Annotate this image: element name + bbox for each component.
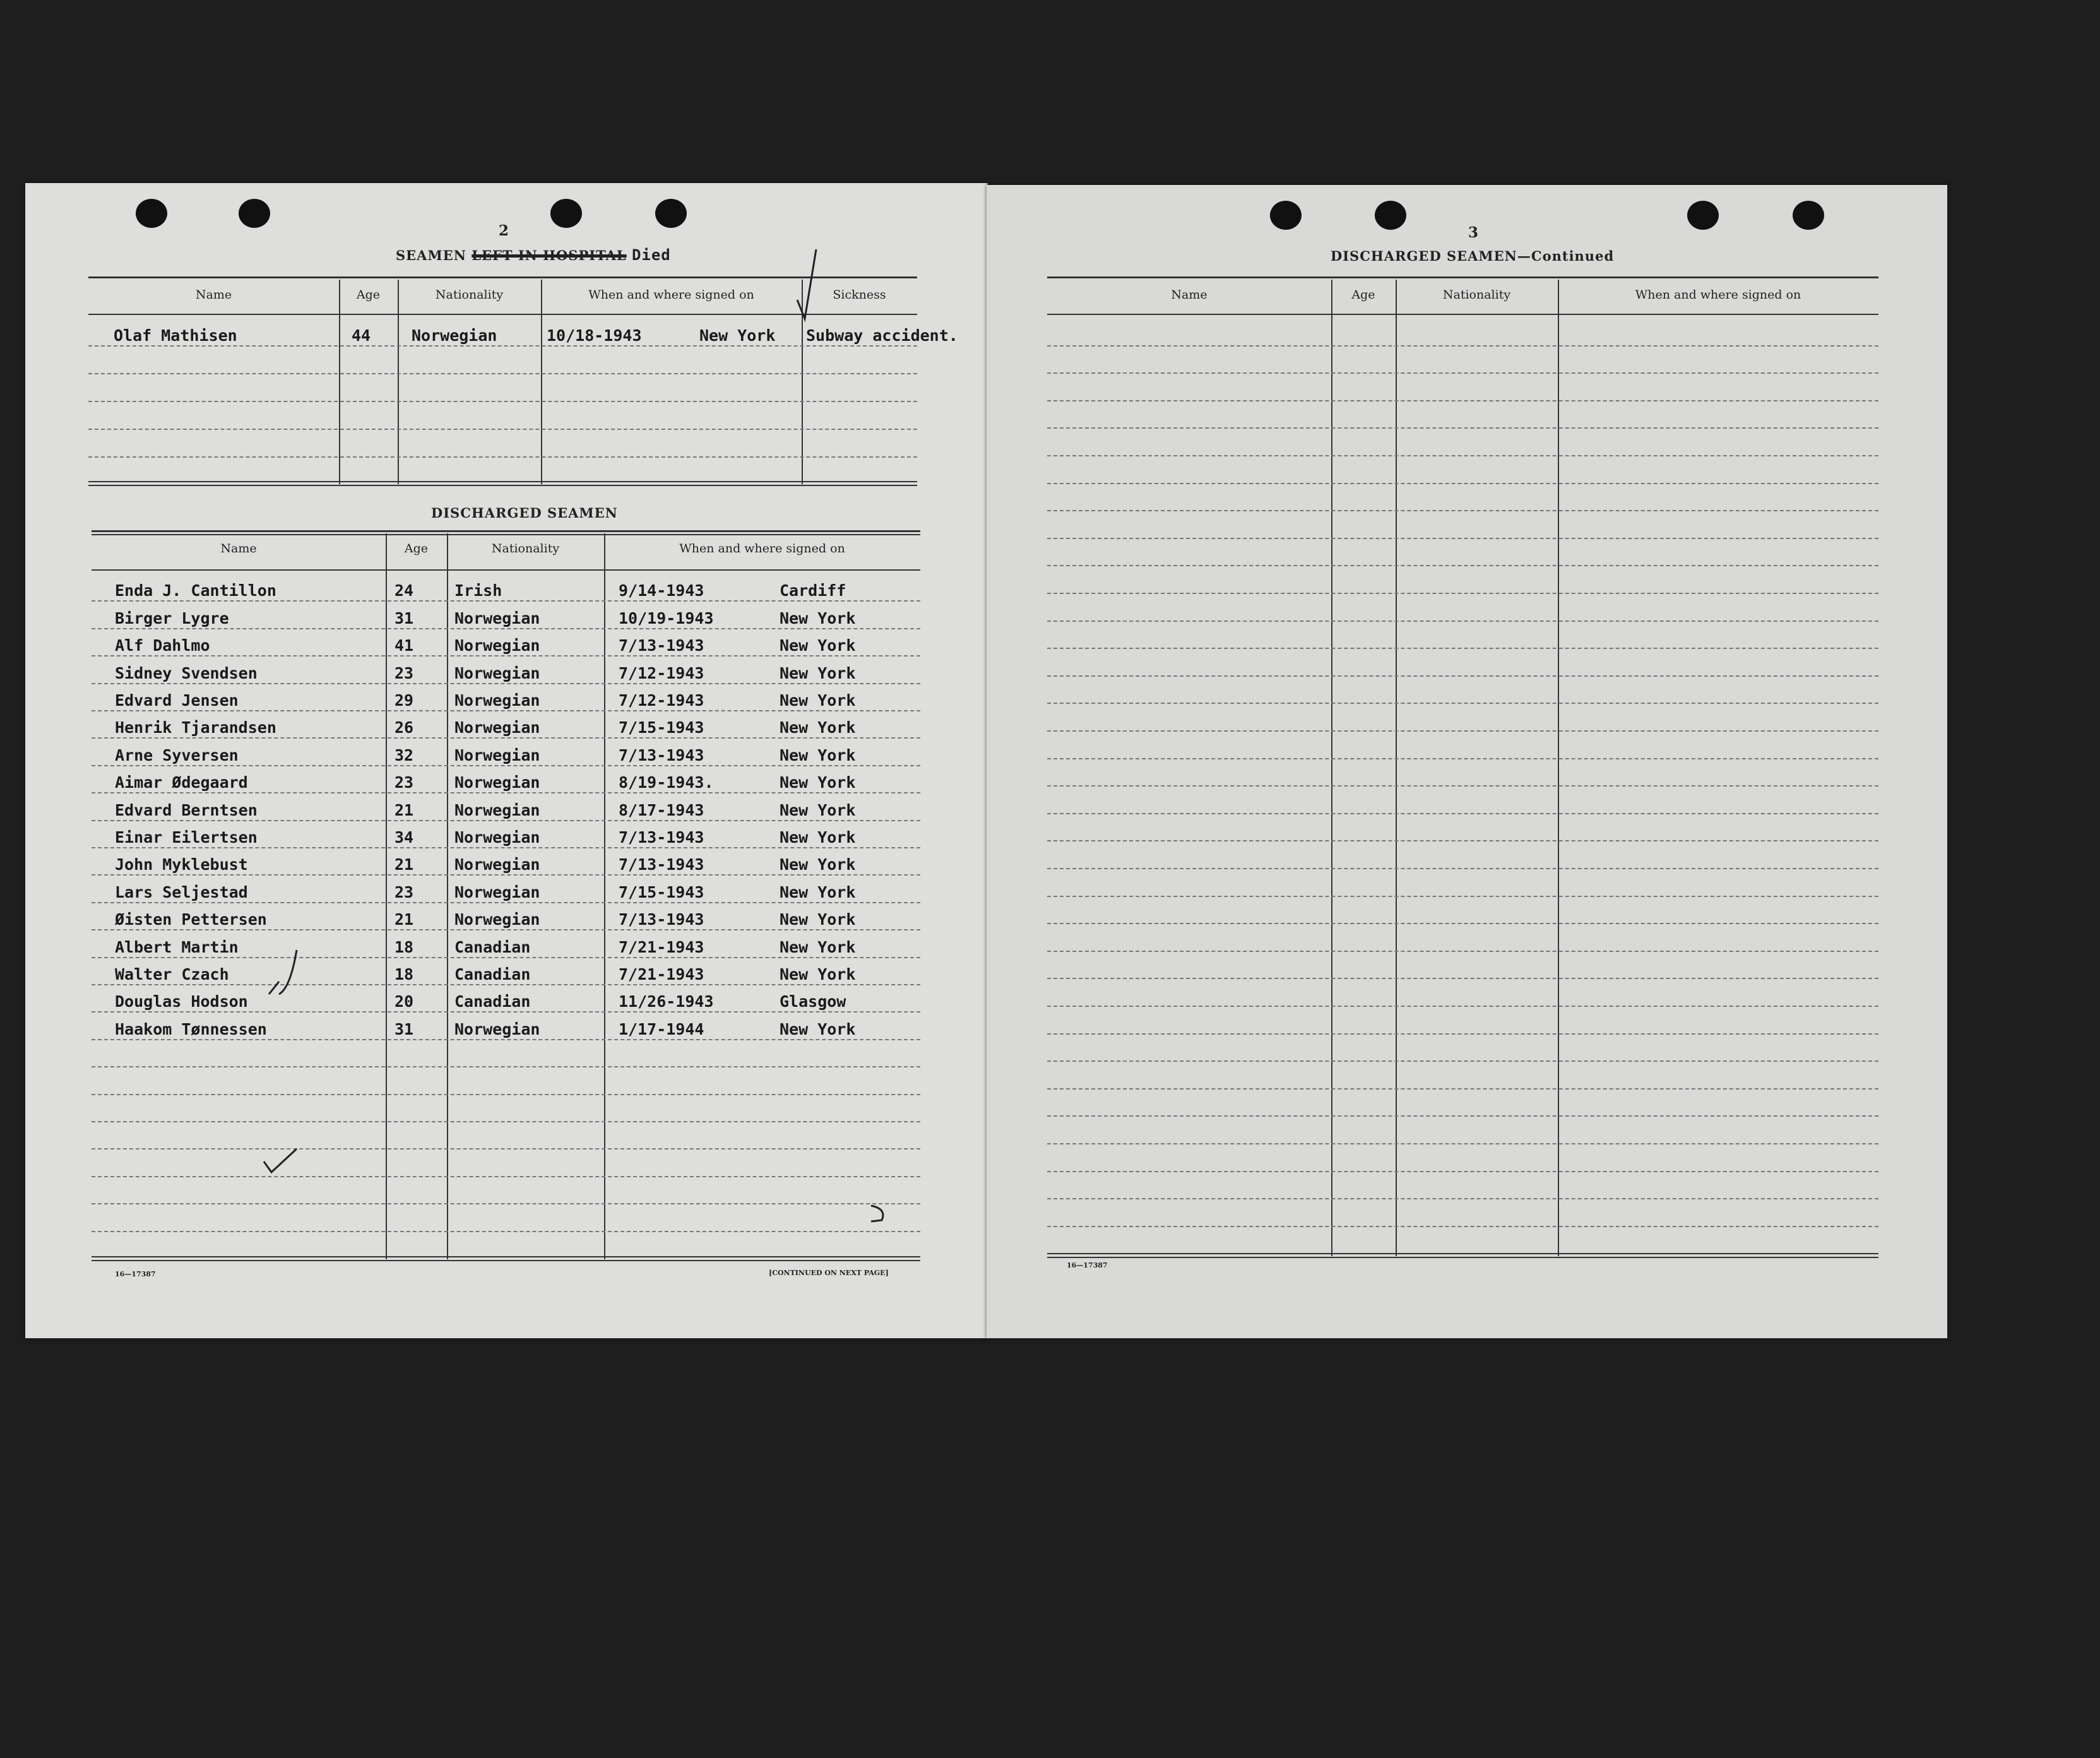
- row-line: [1047, 400, 1878, 401]
- column-header: Name: [1171, 288, 1207, 302]
- row-line: [92, 600, 920, 602]
- seaman-nationality: Irish: [454, 581, 502, 600]
- row-line: [1047, 703, 1878, 704]
- binder-hole: [550, 199, 582, 228]
- signed-on-place: New York: [780, 691, 856, 710]
- row-line: [1047, 923, 1878, 924]
- seaman-name: John Myklebust: [115, 855, 248, 874]
- seaman-nationality: Norwegian: [412, 326, 497, 345]
- seaman-age: 20: [394, 992, 414, 1011]
- signed-on-date: 7/13-1943: [619, 910, 704, 929]
- seaman-nationality: Norwegian: [454, 828, 540, 846]
- row-line: [92, 1176, 920, 1177]
- heading-struck-text: LEFT IN HOSPITAL: [472, 247, 627, 263]
- seaman-age: 23: [394, 882, 414, 901]
- signed-on-date: 1/17-1944: [619, 1019, 704, 1038]
- column-divider: [604, 533, 605, 1259]
- seaman-nationality: Norwegian: [454, 609, 540, 627]
- row-line: [92, 737, 920, 739]
- row-line: [92, 1203, 920, 1204]
- seaman-name: Alf Dahlmo: [115, 636, 210, 655]
- signed-on-date: 9/14-1943: [619, 581, 704, 600]
- row-line: [88, 401, 917, 402]
- right-page: [987, 185, 1947, 1338]
- seaman-nationality: Canadian: [454, 992, 531, 1011]
- seaman-name: Olaf Mathisen: [114, 326, 237, 345]
- row-line: [92, 1121, 920, 1122]
- row-line: [1047, 1033, 1878, 1035]
- seaman-nationality: Norwegian: [454, 773, 540, 792]
- heading-inserted-word: Died: [631, 246, 671, 264]
- table-top-rule: [92, 530, 920, 532]
- continued-note: [CONTINUED ON NEXT PAGE]: [769, 1269, 889, 1277]
- row-line: [92, 710, 920, 711]
- sickness: Subway accident.: [806, 326, 958, 345]
- form-number: 16—17387: [115, 1270, 156, 1278]
- row-line: [92, 655, 920, 656]
- binder-hole: [136, 199, 167, 228]
- signed-on-place: New York: [780, 855, 856, 874]
- signed-on-place: New York: [780, 745, 856, 764]
- signed-on-place: New York: [699, 326, 776, 345]
- signed-on-place: New York: [780, 636, 856, 655]
- table-bottom-rule: [1047, 1257, 1878, 1258]
- seaman-name: Lars Seljestad: [115, 882, 248, 901]
- column-divider: [386, 533, 387, 1259]
- signed-on-date: 7/13-1943: [619, 855, 704, 874]
- binder-hole: [1375, 201, 1406, 230]
- seaman-name: Albert Martin: [115, 937, 239, 956]
- row-line: [1047, 675, 1878, 677]
- signed-on-date: 7/15-1943: [619, 882, 704, 901]
- check-mark: [868, 1203, 893, 1225]
- seaman-name: Arne Syversen: [115, 745, 239, 764]
- seaman-nationality: Norwegian: [454, 800, 540, 819]
- signed-on-place: New York: [780, 828, 856, 846]
- signed-on-place: New York: [780, 663, 856, 682]
- signed-on-date: 7/13-1943: [619, 828, 704, 846]
- row-line: [1047, 1171, 1878, 1172]
- column-divider: [1396, 280, 1397, 1256]
- signed-on-date: 7/21-1943: [619, 965, 704, 983]
- row-line: [1047, 593, 1878, 594]
- column-divider: [447, 533, 448, 1259]
- form-number: 16—17387: [1067, 1261, 1108, 1269]
- seaman-age: 24: [394, 581, 414, 600]
- discharged-section-heading: DISCHARGED SEAMEN: [431, 505, 618, 521]
- signed-on-place: New York: [780, 800, 856, 819]
- row-line: [1047, 868, 1878, 869]
- row-line: [1047, 565, 1878, 566]
- signed-on-place: New York: [780, 609, 856, 627]
- row-line: [92, 820, 920, 821]
- column-header: When and where signed on: [1635, 288, 1801, 302]
- row-line: [92, 683, 920, 684]
- seaman-age: 31: [394, 1019, 414, 1038]
- signed-on-place: New York: [780, 910, 856, 929]
- row-line: [92, 847, 920, 848]
- row-line: [1047, 372, 1878, 374]
- page-number: 3: [1468, 224, 1479, 241]
- row-line: [1047, 621, 1878, 622]
- signed-on-place: New York: [780, 937, 856, 956]
- signed-on-place: Cardiff: [780, 581, 846, 600]
- seaman-name: Aimar Ødegaard: [115, 773, 248, 792]
- column-header: Age: [404, 542, 429, 555]
- row-line: [92, 984, 920, 985]
- seaman-name: Edvard Jensen: [115, 691, 239, 710]
- row-line: [1047, 1060, 1878, 1062]
- signed-on-date: 7/15-1943: [619, 718, 704, 737]
- seaman-age: 18: [394, 937, 414, 956]
- died-section-heading: [396, 246, 671, 264]
- row-line: [1047, 1143, 1878, 1144]
- seaman-name: Edvard Berntsen: [115, 800, 258, 819]
- seaman-name: Sidney Svendsen: [115, 663, 258, 682]
- binder-hole: [1270, 201, 1302, 230]
- seaman-name: Douglas Hodson: [115, 992, 248, 1011]
- seaman-age: 23: [394, 773, 414, 792]
- signed-on-date: 11/26-1943: [619, 992, 714, 1011]
- row-line: [1047, 1226, 1878, 1227]
- check-mark: [792, 243, 824, 325]
- signed-on-place: New York: [780, 882, 856, 901]
- signed-on-place: New York: [780, 1019, 856, 1038]
- row-line: [1047, 758, 1878, 759]
- seaman-age: 32: [394, 745, 414, 764]
- table-bottom-rule: [1047, 1253, 1878, 1254]
- check-mark: [265, 944, 316, 1001]
- row-line: [92, 1011, 920, 1013]
- heading-prefix: SEAMEN: [396, 247, 466, 263]
- row-line: [1047, 978, 1878, 979]
- seaman-nationality: Norwegian: [454, 745, 540, 764]
- seaman-nationality: Norwegian: [454, 691, 540, 710]
- table-bottom-rule: [92, 1256, 920, 1257]
- column-divider: [398, 280, 399, 484]
- page-number: 2: [499, 222, 509, 239]
- seaman-age: 31: [394, 609, 414, 627]
- signed-on-place: New York: [780, 965, 856, 983]
- signed-on-date: 10/19-1943: [619, 609, 714, 627]
- row-line: [92, 874, 920, 876]
- signed-on-place: Glasgow: [780, 992, 846, 1011]
- signed-on-date: 7/13-1943: [619, 636, 704, 655]
- seaman-age: 44: [352, 326, 371, 345]
- table-top-rule: [92, 534, 920, 535]
- row-line: [88, 373, 917, 374]
- seaman-age: 26: [394, 718, 414, 737]
- row-line: [1047, 813, 1878, 814]
- row-line: [1047, 840, 1878, 841]
- signed-on-date: 7/13-1943: [619, 745, 704, 764]
- seaman-nationality: Norwegian: [454, 910, 540, 929]
- column-header: Name: [195, 288, 232, 302]
- column-divider: [339, 280, 340, 484]
- seaman-nationality: Canadian: [454, 937, 531, 956]
- row-line: [1047, 427, 1878, 429]
- table-top-rule: [1047, 276, 1878, 278]
- column-header: Name: [220, 542, 257, 555]
- column-header: Nationality: [435, 288, 504, 302]
- seaman-nationality: Norwegian: [454, 663, 540, 682]
- signed-on-date: 8/17-1943: [619, 800, 704, 819]
- seaman-age: 21: [394, 855, 414, 874]
- seaman-nationality: Norwegian: [454, 882, 540, 901]
- row-line: [92, 1066, 920, 1067]
- row-line: [1047, 1115, 1878, 1117]
- table-bottom-rule: [88, 485, 917, 486]
- seaman-age: 21: [394, 910, 414, 929]
- row-line: [92, 792, 920, 793]
- column-header: Age: [1351, 288, 1375, 302]
- seaman-age: 18: [394, 965, 414, 983]
- seaman-name: Haakom Tønnessen: [115, 1019, 267, 1038]
- row-line: [1047, 896, 1878, 897]
- header-rule: [92, 569, 920, 571]
- column-header: Age: [356, 288, 381, 302]
- seaman-nationality: Norwegian: [454, 718, 540, 737]
- discharged-continued-heading: DISCHARGED SEAMEN—Continued: [1331, 248, 1615, 264]
- seaman-name: Walter Czach: [115, 965, 229, 983]
- table-bottom-rule: [92, 1260, 920, 1261]
- seaman-age: 41: [394, 636, 414, 655]
- seaman-age: 21: [394, 800, 414, 819]
- binder-hole: [239, 199, 270, 228]
- binder-hole: [1793, 201, 1824, 230]
- row-line: [1047, 951, 1878, 952]
- row-line: [88, 345, 917, 347]
- signed-on-date: 8/19-1943.: [619, 773, 714, 792]
- row-line: [1047, 455, 1878, 456]
- seaman-age: 23: [394, 663, 414, 682]
- seaman-age: 29: [394, 691, 414, 710]
- seaman-nationality: Norwegian: [454, 855, 540, 874]
- binder-hole: [1687, 201, 1719, 230]
- row-line: [1047, 510, 1878, 511]
- row-line: [92, 765, 920, 766]
- row-line: [88, 456, 917, 458]
- seaman-age: 34: [394, 828, 414, 846]
- binder-hole: [655, 199, 687, 228]
- row-line: [1047, 345, 1878, 347]
- row-line: [92, 1148, 920, 1149]
- row-line: [1047, 483, 1878, 484]
- seaman-nationality: Norwegian: [454, 1019, 540, 1038]
- column-divider: [541, 280, 542, 484]
- column-header: When and where signed on: [588, 288, 754, 302]
- signed-on-date: 7/12-1943: [619, 663, 704, 682]
- seaman-name: Einar Eilertsen: [115, 828, 258, 846]
- signed-on-date: 7/21-1943: [619, 937, 704, 956]
- row-line: [1047, 785, 1878, 787]
- seaman-name: Henrik Tjarandsen: [115, 718, 276, 737]
- column-header: Nationality: [491, 542, 560, 555]
- header-rule: [1047, 314, 1878, 315]
- signed-on-place: New York: [780, 718, 856, 737]
- seaman-nationality: Norwegian: [454, 636, 540, 655]
- column-header: Sickness: [833, 288, 886, 302]
- row-line: [1047, 1006, 1878, 1007]
- row-line: [92, 628, 920, 629]
- row-line: [92, 1039, 920, 1040]
- column-divider: [1331, 280, 1332, 1256]
- left-page: [25, 183, 987, 1338]
- row-line: [92, 902, 920, 903]
- column-header: Nationality: [1442, 288, 1511, 302]
- column-header: When and where signed on: [679, 542, 845, 555]
- seaman-name: Enda J. Cantillon: [115, 581, 276, 600]
- seaman-nationality: Canadian: [454, 965, 531, 983]
- seaman-name: Birger Lygre: [115, 609, 229, 627]
- row-line: [88, 429, 917, 430]
- table-bottom-rule: [88, 481, 917, 482]
- row-line: [92, 1094, 920, 1095]
- check-mark: [259, 1146, 309, 1177]
- seaman-name: Øisten Pettersen: [115, 910, 267, 929]
- row-line: [1047, 1088, 1878, 1090]
- column-divider: [1558, 280, 1559, 1256]
- row-line: [1047, 648, 1878, 649]
- signed-on-date: 7/12-1943: [619, 691, 704, 710]
- row-line: [1047, 1198, 1878, 1199]
- row-line: [1047, 538, 1878, 539]
- signed-on-place: New York: [780, 773, 856, 792]
- row-line: [92, 1231, 920, 1232]
- row-line: [92, 957, 920, 958]
- row-line: [1047, 730, 1878, 732]
- row-line: [92, 929, 920, 930]
- signed-on-date: 10/18-1943: [547, 326, 642, 345]
